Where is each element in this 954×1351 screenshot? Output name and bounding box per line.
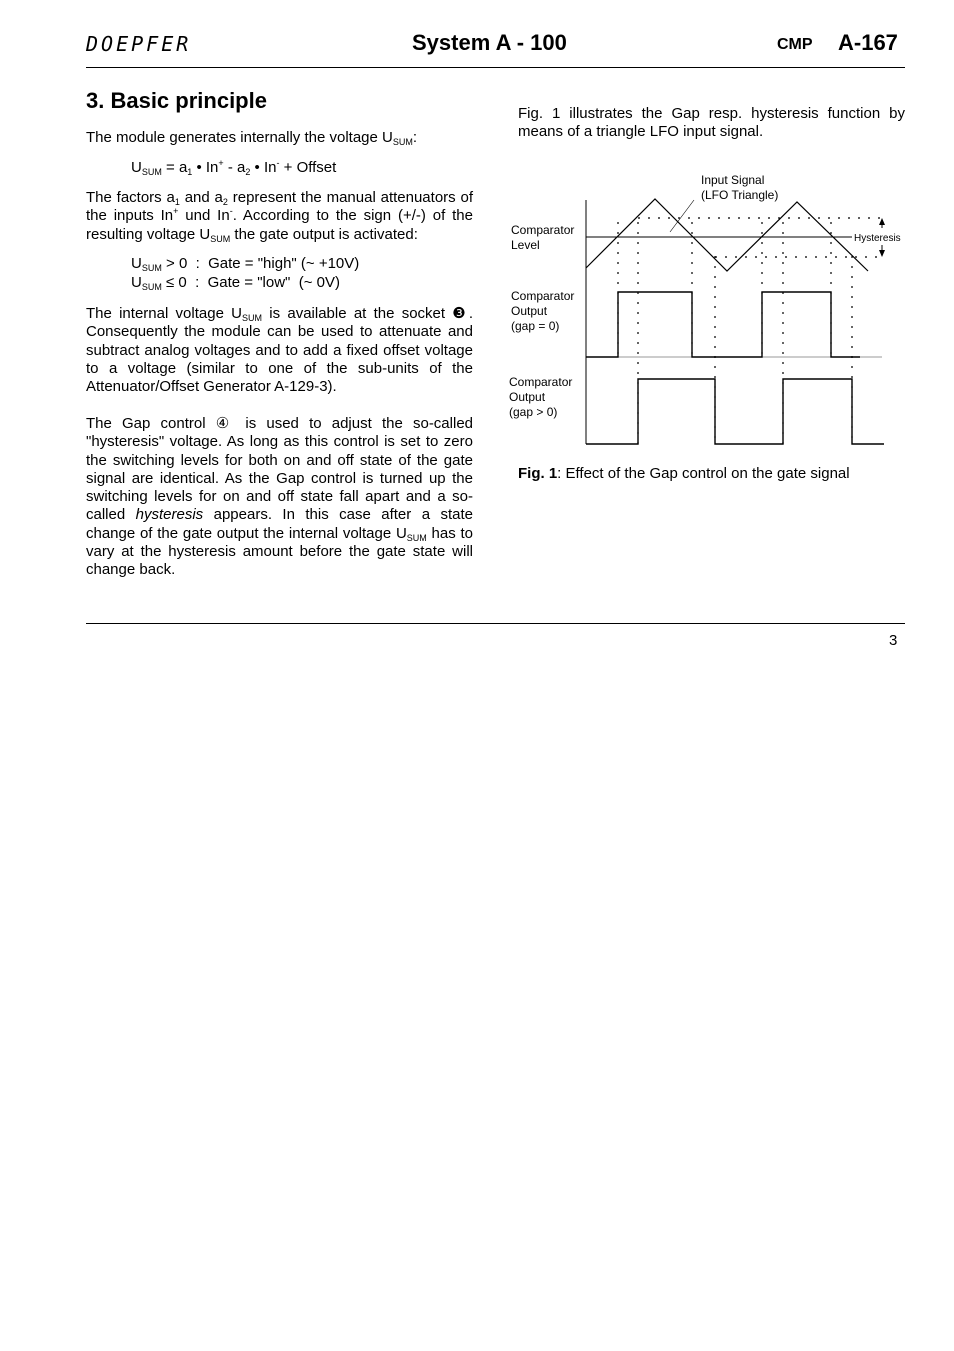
label-output-gap1-3: (gap > 0) [509, 405, 558, 419]
paragraph-intro: The module generates internally the voltage $U_{SUM}$: [86, 129, 418, 147]
label-comparator-level-2: Level [511, 238, 540, 252]
label-output-gap0-2: Output [511, 304, 548, 318]
lfo-triangle-waveform [586, 199, 868, 271]
condition-high: $U_{SUM} > 0$ : Gate = "high" (~ +10V) [131, 255, 360, 273]
page-number: 3 [889, 632, 898, 649]
figure-intro: Fig. 1 illustrates the Gap resp. hysteresis function by means of a triangle LFO input signal. [518, 105, 905, 141]
figure-caption: Fig. 1: Effect of the Gap control on the gate signal [518, 465, 850, 482]
paragraph-factors: The factors $a_1$ and $a_2$ represent the manual attenuators of the inputs In+ und In-. According to the sign (+/-) of the resulting voltage $U_{SUM}$ the gate output is activated: [86, 189, 473, 244]
hysteresis-arrowhead-up [879, 218, 885, 225]
document-title: System A - 100 [412, 30, 567, 55]
output-gap-positive-waveform [586, 379, 884, 444]
paragraph-gap-control: The Gap control ④ is used to adjust the so-called "hysteresis" voltage. As long as this control is set to zero the switching levels for both on and off state of the gate signal are identical. As the Gap control is turned up the switching levels for on and off state fall apart and a so-called hysteresis appears. In this case after a state change of the gate output the internal voltage $U_{SUM}$ has to vary at the hysteresis amount before the gate state will change back. [86, 415, 474, 579]
module-number: A-167 [838, 30, 898, 55]
footer-rule [86, 623, 905, 624]
hysteresis-figure [0, 0, 954, 470]
section-heading: 3. Basic principle [86, 88, 267, 113]
vertical-guides [618, 222, 852, 444]
label-output-gap1-2: Output [509, 390, 546, 404]
input-signal-pointer [670, 200, 694, 232]
label-hysteresis: Hysteresis [854, 233, 901, 244]
output-gap-zero-waveform [586, 292, 860, 357]
label-input-signal-2: (LFO Triangle) [701, 188, 779, 202]
label-output-gap0-3: (gap = 0) [511, 319, 560, 333]
hysteresis-arrowhead-down [879, 250, 885, 257]
label-input-signal-1: Input Signal [701, 173, 765, 187]
label-output-gap1-1: Comparator [509, 375, 573, 389]
brand-logo: DOEPFER [86, 32, 192, 56]
paragraph-internal-voltage: The internal voltage $U_{SUM}$ is available at the socket ❸. Consequently the module can be used to attenuate and subtract analog voltages and to add a fixed offset voltage to a voltage (similar to one of the sub-units of the Attenuator/Offset Generator A-129-3). [86, 305, 474, 396]
label-comparator-level-1: Comparator [511, 223, 575, 237]
label-output-gap0-1: Comparator [511, 289, 575, 303]
condition-low: $U_{SUM} \le 0$ : Gate = "low" (~ 0V) [131, 274, 340, 292]
equation-usum: $U_{SUM} = a_1$ • $In^+ - a_2$ • In- + Offset [131, 158, 337, 177]
module-abbreviation: CMP [777, 36, 813, 53]
